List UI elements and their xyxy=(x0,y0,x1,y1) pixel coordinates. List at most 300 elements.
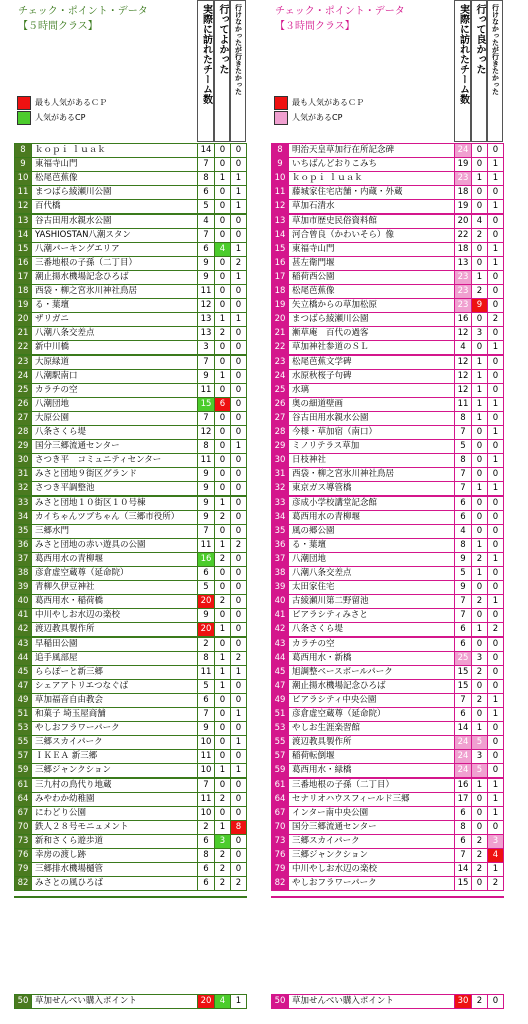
wanted-count: 0 xyxy=(230,721,247,736)
cp-number: 28 xyxy=(271,425,289,440)
good-count: 2 xyxy=(214,552,231,567)
cp-number: 53 xyxy=(271,721,289,736)
cp-name: 三九村の鳥代り地蔵 xyxy=(31,778,198,793)
cp-number: 61 xyxy=(271,778,289,793)
wanted-count: 0 xyxy=(487,185,504,200)
wanted-count: 0 xyxy=(487,439,504,454)
wanted-count: 1 xyxy=(230,994,247,1009)
visited-count: 2 xyxy=(197,637,215,652)
cp-name: 藤城家住宅店舗・内蔵・外蔵 xyxy=(288,185,455,200)
wanted-count: 0 xyxy=(230,453,247,468)
cp-name: 奥の細道壁画 xyxy=(288,397,455,412)
legend-label-popular: 人気があるCP xyxy=(292,113,343,122)
cp-name: インター南中央公園 xyxy=(288,806,455,821)
cp-number: 15 xyxy=(271,242,289,257)
wanted-count: 3 xyxy=(487,834,504,849)
cp-name: 谷古田用水親水公園 xyxy=(31,214,198,229)
good-count: 1 xyxy=(214,679,231,694)
wanted-count: 0 xyxy=(230,326,247,341)
good-count: 1 xyxy=(214,369,231,384)
cp-number: 42 xyxy=(14,622,32,637)
visited-count: 13 xyxy=(454,256,472,271)
cp-number: 42 xyxy=(271,622,289,637)
visited-count: 12 xyxy=(454,326,472,341)
cp-name: 葛西用水の青柳堰 xyxy=(288,510,455,525)
good-count: 1 xyxy=(214,312,231,327)
cp-number: 33 xyxy=(271,496,289,511)
visited-count: 15 xyxy=(454,679,472,694)
good-count: 0 xyxy=(214,453,231,468)
visited-count: 6 xyxy=(197,876,215,891)
cp-number: 51 xyxy=(271,707,289,722)
cp-name: やしお生涯楽習館 xyxy=(288,721,455,736)
visited-count: 15 xyxy=(454,665,472,680)
title-line-2: 【５時間クラス】 xyxy=(18,21,98,32)
cp-name: 稲荷転倒堰 xyxy=(288,749,455,764)
wanted-count: 0 xyxy=(230,792,247,807)
cp-number: 32 xyxy=(14,481,32,496)
cp-number: 14 xyxy=(271,228,289,243)
visited-count: 19 xyxy=(454,157,472,172)
good-count: 1 xyxy=(214,763,231,778)
cp-name: 中川やしお水辺の楽校 xyxy=(31,608,198,623)
good-count: 0 xyxy=(471,580,488,595)
visited-count: 22 xyxy=(454,228,472,243)
good-count: 0 xyxy=(471,496,488,511)
visited-count: 9 xyxy=(197,270,215,285)
wanted-count: 0 xyxy=(230,566,247,581)
wanted-count: 0 xyxy=(230,355,247,370)
good-count: 2 xyxy=(214,848,231,863)
cp-number: 10 xyxy=(271,171,289,186)
wanted-count: 1 xyxy=(487,552,504,567)
cp-name: 漸草庵 百代の過客 xyxy=(288,326,455,341)
cp-name: ミノリテラス草加 xyxy=(288,439,455,454)
cp-number: 43 xyxy=(14,637,32,652)
visited-count: 23 xyxy=(454,171,472,186)
visited-count: 20 xyxy=(197,994,215,1009)
good-count: 1 xyxy=(471,411,488,426)
cp-number: 17 xyxy=(271,270,289,285)
good-count: 0 xyxy=(214,270,231,285)
cp-number: 16 xyxy=(14,256,32,271)
cp-number: 19 xyxy=(14,298,32,313)
cp-number: 27 xyxy=(14,411,32,426)
wanted-count: 0 xyxy=(230,143,247,158)
good-count: 1 xyxy=(214,496,231,511)
good-count: 0 xyxy=(214,355,231,370)
good-count: 4 xyxy=(214,994,231,1009)
cp-number: 70 xyxy=(14,820,32,835)
cp-name: みさと団地９街区グランド xyxy=(31,467,198,482)
visited-count: 23 xyxy=(454,270,472,285)
good-count: 3 xyxy=(214,834,231,849)
wanted-count: 0 xyxy=(230,806,247,821)
good-count: 0 xyxy=(214,340,231,355)
cp-number: 50 xyxy=(271,994,289,1009)
good-count: 1 xyxy=(471,622,488,637)
good-count: 2 xyxy=(471,284,488,299)
wanted-count: 0 xyxy=(230,862,247,877)
visited-count: 23 xyxy=(454,284,472,299)
visited-count: 7 xyxy=(197,778,215,793)
visited-count: 20 xyxy=(454,214,472,229)
good-count: 2 xyxy=(471,594,488,609)
wanted-count: 1 xyxy=(230,439,247,454)
good-count: 0 xyxy=(214,214,231,229)
good-count: 5 xyxy=(471,763,488,778)
cp-name: 矢立橋からの草加松原 xyxy=(288,298,455,313)
visited-count: 4 xyxy=(454,340,472,355)
cp-name: 八潮八条交差点 xyxy=(288,566,455,581)
good-count: 0 xyxy=(214,481,231,496)
visited-count: 14 xyxy=(197,143,215,158)
wanted-count: 0 xyxy=(487,355,504,370)
visited-count: 9 xyxy=(197,256,215,271)
cp-number: 67 xyxy=(271,806,289,821)
visited-count: 7 xyxy=(197,411,215,426)
wanted-count: 1 xyxy=(487,481,504,496)
visited-count: 24 xyxy=(454,749,472,764)
cp-number: 22 xyxy=(14,340,32,355)
visited-count: 11 xyxy=(197,792,215,807)
wanted-count: 0 xyxy=(487,270,504,285)
visited-count: 8 xyxy=(197,439,215,454)
good-count: 0 xyxy=(471,425,488,440)
cp-name: 彦成小学校講堂記念館 xyxy=(288,496,455,511)
wanted-count: 1 xyxy=(487,425,504,440)
good-count: 2 xyxy=(214,594,231,609)
visited-count: 6 xyxy=(454,834,472,849)
cp-number: 64 xyxy=(14,792,32,807)
cp-name: 稲荷西公園 xyxy=(288,270,455,285)
cp-name: 早稲田公園 xyxy=(31,637,198,652)
cp-name: 三郷排水機場樋管 xyxy=(31,862,198,877)
cp-number: 32 xyxy=(271,481,289,496)
good-count: 2 xyxy=(471,994,488,1009)
visited-count: 17 xyxy=(454,792,472,807)
good-count: 0 xyxy=(471,820,488,835)
cp-name: 水璃 xyxy=(288,383,455,398)
cp-number: 23 xyxy=(271,355,289,370)
wanted-count: 0 xyxy=(487,763,504,778)
legend-label-top: 最も人気があるＣＰ xyxy=(35,98,107,107)
cp-number: 36 xyxy=(14,538,32,553)
cp-number: 40 xyxy=(14,594,32,609)
good-count: 2 xyxy=(214,326,231,341)
visited-count: 9 xyxy=(197,481,215,496)
good-count: 1 xyxy=(214,171,231,186)
good-count: 0 xyxy=(471,157,488,172)
good-count: 2 xyxy=(471,862,488,877)
cp-name: 国分三郷流通センター xyxy=(288,820,455,835)
good-count: 9 xyxy=(471,298,488,313)
good-count: 0 xyxy=(214,608,231,623)
wanted-count: 0 xyxy=(230,637,247,652)
visited-count: 11 xyxy=(454,397,472,412)
wanted-count: 0 xyxy=(230,369,247,384)
good-count: 0 xyxy=(214,707,231,722)
wanted-count: 1 xyxy=(487,778,504,793)
cp-number: 45 xyxy=(14,665,32,680)
cp-name: みさと団地の赤い遊具の公園 xyxy=(31,538,198,553)
cp-number: 12 xyxy=(271,199,289,214)
cp-number: 20 xyxy=(14,312,32,327)
cp-name: ザリガニ xyxy=(31,312,198,327)
good-count: 0 xyxy=(214,425,231,440)
visited-count: 10 xyxy=(197,763,215,778)
good-count: 0 xyxy=(471,199,488,214)
good-count: 0 xyxy=(214,298,231,313)
wanted-count: 0 xyxy=(487,651,504,666)
cp-number: 73 xyxy=(14,834,32,849)
cp-number: 30 xyxy=(14,453,32,468)
cp-name: ＩＫＥＡ 新三郷 xyxy=(31,749,198,764)
good-count: 6 xyxy=(214,397,231,412)
wanted-count: 0 xyxy=(487,637,504,652)
cp-name: 東福寺山門 xyxy=(288,242,455,257)
header-good: 行って良かった xyxy=(471,0,487,142)
wanted-count: 0 xyxy=(487,994,504,1009)
good-count: 3 xyxy=(471,749,488,764)
good-count: 1 xyxy=(471,538,488,553)
good-count: 1 xyxy=(471,566,488,581)
wanted-count: 0 xyxy=(487,214,504,229)
visited-count: 5 xyxy=(197,679,215,694)
cp-number: 26 xyxy=(14,397,32,412)
cp-number: 41 xyxy=(14,608,32,623)
wanted-count: 0 xyxy=(487,566,504,581)
wanted-count: 0 xyxy=(487,228,504,243)
cp-number: 25 xyxy=(14,383,32,398)
visited-count: 24 xyxy=(454,763,472,778)
good-count: 2 xyxy=(471,848,488,863)
cp-number: 38 xyxy=(14,566,32,581)
cp-number: 31 xyxy=(14,467,32,482)
visited-count: 24 xyxy=(454,735,472,750)
cp-name: 葛西用水・稲荷橋 xyxy=(31,594,198,609)
good-count: 1 xyxy=(471,369,488,384)
wanted-count: 0 xyxy=(230,524,247,539)
visited-count: 5 xyxy=(454,566,472,581)
cp-name: 三郷ジャンクション xyxy=(31,763,198,778)
cp-number: 44 xyxy=(271,651,289,666)
good-count: 0 xyxy=(471,467,488,482)
wanted-count: 0 xyxy=(487,369,504,384)
cp-name: 新和さくら遊歩道 xyxy=(31,834,198,849)
good-count: 0 xyxy=(471,312,488,327)
wanted-count: 0 xyxy=(230,481,247,496)
cp-number: 82 xyxy=(14,876,32,891)
visited-count: 10 xyxy=(197,735,215,750)
cp-name: 八潮団地 xyxy=(31,397,198,412)
cp-name: 鉄人２８号モニュメント xyxy=(31,820,198,835)
wanted-count: 0 xyxy=(487,383,504,398)
cp-name: 風の郷公園 xyxy=(288,524,455,539)
wanted-count: 0 xyxy=(230,157,247,172)
cp-name: 和菓子 埼玉屋商舗 xyxy=(31,707,198,722)
wanted-count: 0 xyxy=(230,749,247,764)
visited-count: 24 xyxy=(454,143,472,158)
cp-name: カラチの空 xyxy=(288,637,455,652)
good-count: 0 xyxy=(471,637,488,652)
cp-number: 18 xyxy=(14,284,32,299)
cp-number: 59 xyxy=(14,763,32,778)
cp-number: 47 xyxy=(14,679,32,694)
wanted-count: 0 xyxy=(230,510,247,525)
wanted-count: 2 xyxy=(230,538,247,553)
good-count: 0 xyxy=(471,340,488,355)
wanted-count: 1 xyxy=(230,242,247,257)
good-count: 5 xyxy=(471,735,488,750)
visited-count: 3 xyxy=(197,340,215,355)
wanted-count: 1 xyxy=(230,171,247,186)
cp-number: 28 xyxy=(14,425,32,440)
cp-number: 34 xyxy=(271,510,289,525)
cp-number: 11 xyxy=(271,185,289,200)
good-count: 0 xyxy=(471,524,488,539)
visited-count: 11 xyxy=(197,749,215,764)
visited-count: 8 xyxy=(197,171,215,186)
visited-count: 10 xyxy=(197,806,215,821)
cp-name: 青柳久伊豆神社 xyxy=(31,580,198,595)
wanted-count: 0 xyxy=(230,383,247,398)
visited-count: 2 xyxy=(197,820,215,835)
title-line-1: チェック・ポイント・データ xyxy=(18,6,148,17)
cp-name: 西袋・柳之宮氷川神社鳥居 xyxy=(31,284,198,299)
cp-number: 73 xyxy=(271,834,289,849)
cp-number: 39 xyxy=(14,580,32,595)
good-count: 1 xyxy=(471,171,488,186)
wanted-count: 1 xyxy=(487,199,504,214)
cp-name: る・葉壇 xyxy=(31,298,198,313)
good-count: 1 xyxy=(471,481,488,496)
good-count: 3 xyxy=(471,326,488,341)
visited-count: 8 xyxy=(454,820,472,835)
visited-count: 6 xyxy=(454,496,472,511)
wanted-count: 1 xyxy=(230,665,247,680)
cp-name: 彦倉虚空蔵尊（延命院） xyxy=(288,707,455,722)
visited-count: 4 xyxy=(197,214,215,229)
cp-name: ビアラシティ中央公園 xyxy=(288,693,455,708)
visited-count: 14 xyxy=(454,862,472,877)
cp-name: 追手風部屋 xyxy=(31,651,198,666)
wanted-count: 0 xyxy=(230,298,247,313)
cp-number: 21 xyxy=(14,326,32,341)
good-count: 0 xyxy=(471,256,488,271)
footer-divider xyxy=(271,896,504,898)
visited-count: 7 xyxy=(454,481,472,496)
cp-name: 西袋・柳之宮氷川神社鳥居 xyxy=(288,467,455,482)
cp-name: 松尾芭蕉像 xyxy=(288,284,455,299)
wanted-count: 0 xyxy=(230,425,247,440)
visited-count: 19 xyxy=(454,199,472,214)
cp-number: 8 xyxy=(14,143,32,158)
good-count: 0 xyxy=(214,806,231,821)
wanted-count: 0 xyxy=(487,524,504,539)
cp-name: 新中川橋 xyxy=(31,340,198,355)
cp-number: 23 xyxy=(14,355,32,370)
cp-name: 彦倉虚空蔵尊（延命院） xyxy=(31,566,198,581)
visited-count: 8 xyxy=(454,453,472,468)
cp-number: 29 xyxy=(14,439,32,454)
cp-name: 草加市歴史民俗資料館 xyxy=(288,214,455,229)
cp-number: 67 xyxy=(14,806,32,821)
cp-name: 百代橋 xyxy=(31,199,198,214)
cp-name: 谷古田用水親水公園 xyxy=(288,411,455,426)
visited-count: 25 xyxy=(454,651,472,666)
cp-number: 79 xyxy=(14,862,32,877)
cp-number: 57 xyxy=(14,749,32,764)
cp-name: さつき平調整池 xyxy=(31,481,198,496)
wanted-count: 2 xyxy=(230,256,247,271)
visited-count: 18 xyxy=(454,185,472,200)
legend-swatch-top xyxy=(274,96,288,110)
good-count: 0 xyxy=(214,467,231,482)
cp-number: 14 xyxy=(14,228,32,243)
visited-count: 6 xyxy=(197,693,215,708)
cp-number: 25 xyxy=(271,383,289,398)
cp-number: 76 xyxy=(14,848,32,863)
cp-name: 松尾芭蕉像 xyxy=(31,171,198,186)
cp-name: まつばら綾瀬川公園 xyxy=(31,185,198,200)
good-count: 2 xyxy=(471,693,488,708)
cp-name: 三番地根の子孫（二丁目） xyxy=(31,256,198,271)
visited-count: 5 xyxy=(454,439,472,454)
wanted-count: 0 xyxy=(230,284,247,299)
good-count: 0 xyxy=(214,566,231,581)
cp-number: 11 xyxy=(14,185,32,200)
wanted-count: 0 xyxy=(230,397,247,412)
visited-count: 6 xyxy=(197,185,215,200)
footer-divider xyxy=(14,896,247,898)
cp-name: 今様・草加宿（南口） xyxy=(288,425,455,440)
visited-count: 7 xyxy=(197,228,215,243)
good-count: 0 xyxy=(471,439,488,454)
wanted-count: 1 xyxy=(487,792,504,807)
visited-count: 7 xyxy=(454,693,472,708)
cp-number: 53 xyxy=(14,721,32,736)
panel-title xyxy=(275,4,405,34)
visited-count: 15 xyxy=(454,876,472,891)
wanted-count: 0 xyxy=(230,594,247,609)
cp-number: 22 xyxy=(271,340,289,355)
visited-count: 7 xyxy=(197,524,215,539)
visited-count: 8 xyxy=(454,411,472,426)
cp-name: 明治天皇草加行在所記念碑 xyxy=(288,143,455,158)
good-count: 0 xyxy=(471,143,488,158)
cp-number: 18 xyxy=(271,284,289,299)
wanted-count: 0 xyxy=(487,298,504,313)
wanted-count: 1 xyxy=(230,707,247,722)
cp-number: 70 xyxy=(271,820,289,835)
good-count: 2 xyxy=(214,792,231,807)
cp-name: 八潮八条交差点 xyxy=(31,326,198,341)
cp-number: 15 xyxy=(14,242,32,257)
visited-count: 9 xyxy=(197,721,215,736)
cp-number: 13 xyxy=(14,214,32,229)
cp-number: 24 xyxy=(14,369,32,384)
cp-number: 44 xyxy=(14,651,32,666)
cp-name: いちばんどおりこみち xyxy=(288,157,455,172)
visited-count: 12 xyxy=(454,369,472,384)
wanted-count: 0 xyxy=(230,778,247,793)
cp-name: 八条さくら堤 xyxy=(288,622,455,637)
wanted-count: 0 xyxy=(230,693,247,708)
cp-name: 草加せんべい購入ポイント xyxy=(31,994,198,1009)
cp-name: 中川やしお水辺の楽校 xyxy=(288,862,455,877)
cp-name: 草加福音自由教会 xyxy=(31,693,198,708)
